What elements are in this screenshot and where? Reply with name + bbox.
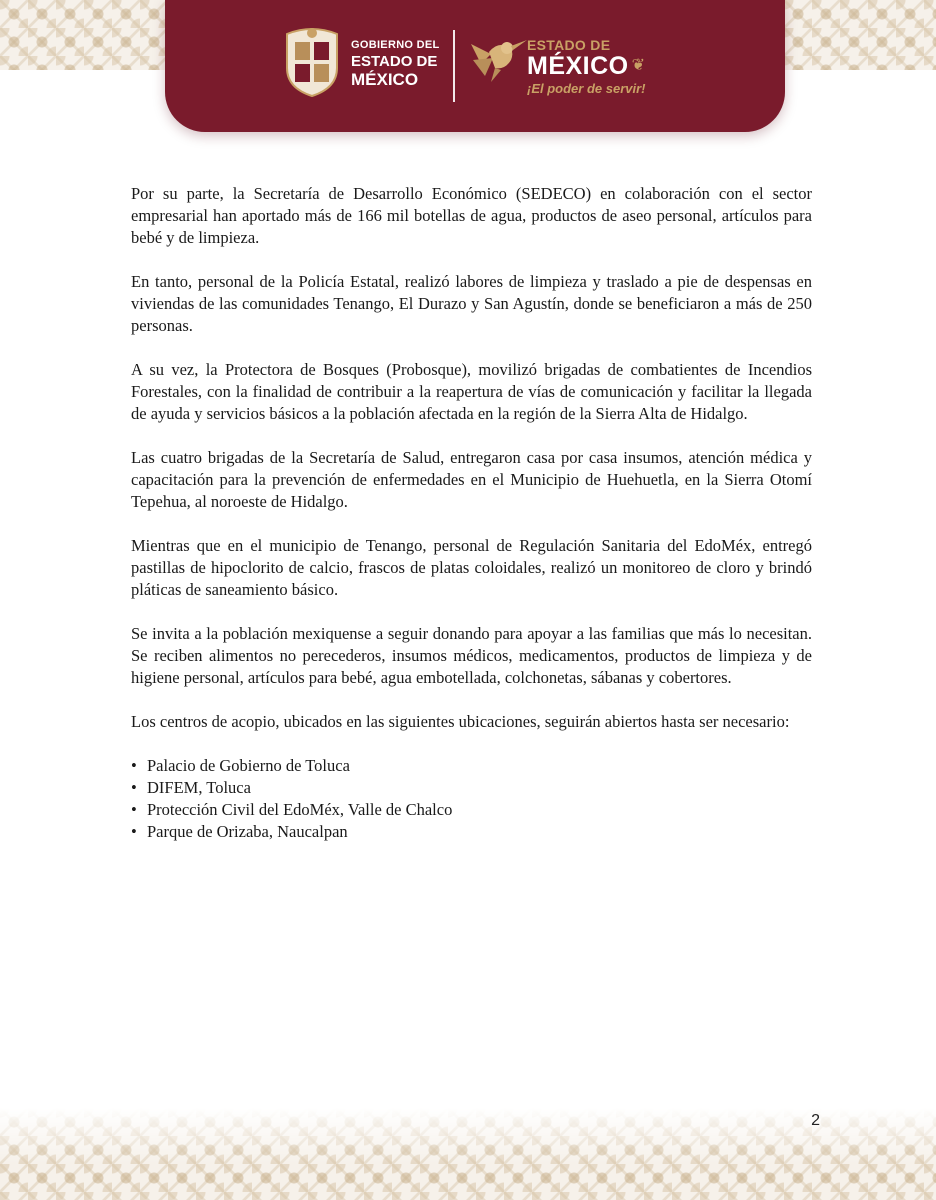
brand-slogan: ¡El poder de servir! [527,81,646,96]
paragraph-centros: Los centros de acopio, ubicados en las siguientes ubicaciones, seguirán abiertos hasta ser necesario: [131,712,790,731]
leaf-icon: ❦ [631,57,646,74]
paragraph-salud: Las cuatro brigadas de la Secretaría de Salud, entregaron casa por casa insumos, atención médica y capacitación para la prevención de enfermedades en el Municipio de Huehuetla, en la Sierra Otomí Tepehua, al noroeste de Hidalgo. [131,448,812,511]
government-name [351,40,451,88]
list-item-text: Protección Civil del EdoMéx, Valle de Chalco [147,800,453,819]
brand-line-1: ESTADO DE [527,37,611,53]
brand-name [527,38,687,95]
list-item [131,777,812,799]
paragraph-probosque: A su vez, la Protectora de Bosques (Probosque), movilizó brigadas de combatientes de Incendios Forestales, con la finalidad de contribuir a la reapertura de vías de comunicación y facilitar la llegada de ayuda y servicios básicos a la población afectada en la región de la Sierra Alta de Hidalgo. [131,360,812,423]
gov-line-3: MÉXICO [351,70,419,89]
gov-line-2: ESTADO DE [351,53,438,70]
state-seal-icon [281,24,343,98]
hummingbird-logo-icon [467,24,529,86]
header-divider [453,30,455,102]
paragraph-donaciones: Se invita a la población mexiquense a seguir donando para apoyar a las familias que más lo necesitan. Se reciben alimentos no perecederos, insumos médicos, medicamentos, productos de limpieza y de higiene personal, artículos para bebé, agua embotellada, colchonetas, sábanas y cobertores. [131,624,812,687]
list-item [131,799,812,821]
brand-line-2-wrap [527,54,687,79]
bullet: • [131,800,137,819]
paragraph-policia: En tanto, personal de la Policía Estatal, realizó labores de limpieza y traslado a pie de despensas en viviendas de las comunidades Tenango, El Durazo y San Agustín, donde se beneficiaron a más de 250 personas. [131,272,812,335]
list-item-text: Palacio de Gobierno de Toluca [147,756,350,775]
bullet: • [131,756,137,775]
list-item-text: Parque de Orizaba, Naucalpan [147,822,348,841]
paragraph-regulacion: Mientras que en el municipio de Tenango, personal de Regulación Sanitaria del EdoMéx, entregó pastillas de hipoclorito de calcio, frascos de platas coloidales, realizó un monitoreo de cloro y brindó pláticas de saneamiento básico. [131,536,812,599]
gov-line-1: GOBIERNO DEL [351,39,440,51]
bullet: • [131,822,137,841]
list-item [131,821,812,843]
collection-centers-list [131,755,812,843]
document-body [131,183,812,843]
bullet: • [131,778,137,797]
paragraph-sedeco: Por su parte, la Secretaría de Desarrollo Económico (SEDECO) en colaboración con el sector empresarial han aportado más de 166 mil botellas de agua, productos de aseo personal, artículos para bebé y de limpieza. [131,184,812,247]
list-item [131,755,812,777]
page-number: 2 [811,1112,820,1129]
list-item-text: DIFEM, Toluca [147,778,251,797]
letterhead-banner [165,0,785,132]
brand-line-2: MÉXICO [527,52,629,80]
